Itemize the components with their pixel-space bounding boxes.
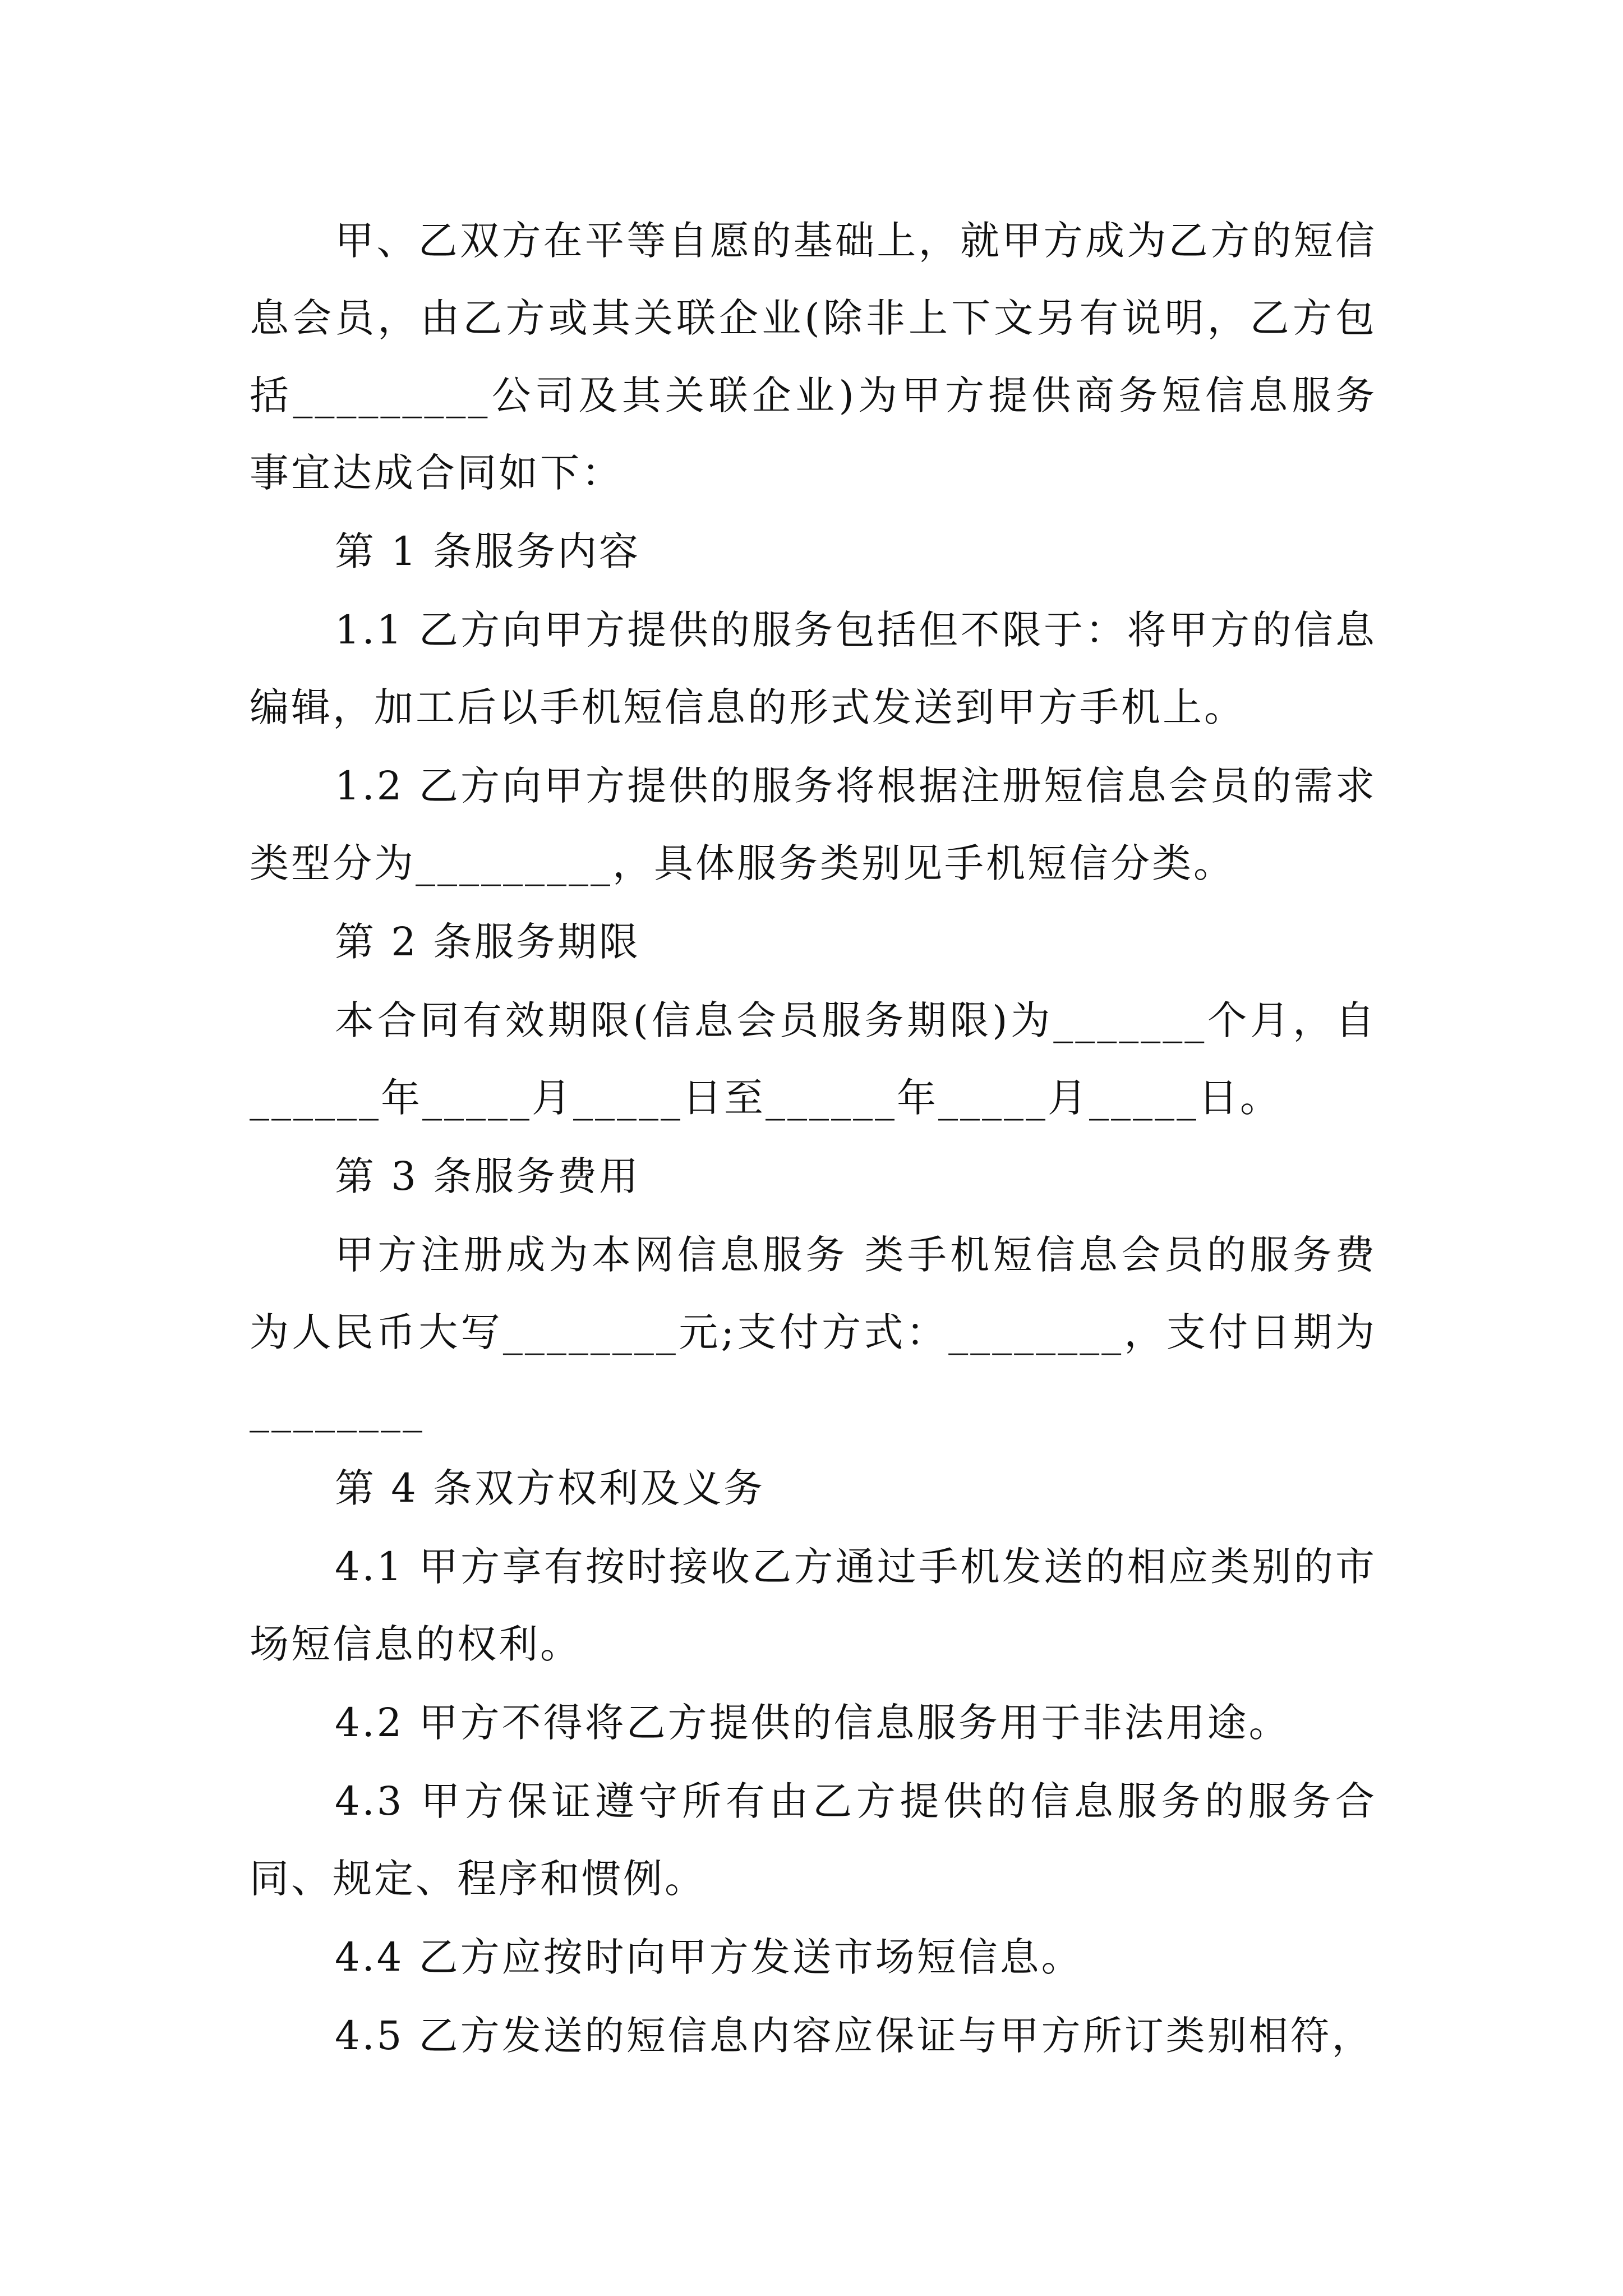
article-1-heading: 第 1 条服务内容 [335, 528, 641, 574]
article-3-heading: 第 3 条服务费用 [335, 1153, 641, 1199]
clause-4-3: 4.3 甲方保证遵守所有由乙方提供的信息服务的服务合同、规定、程序和惯例。 [250, 1778, 1377, 1902]
service-term-paragraph: 本合同有效期限(信息会员服务期限)为_______个月，自______年_____月_____日至______年_____月_____日。 [250, 997, 1377, 1121]
clause-4-5: 4.5 乙方发送的短信息内容应保证与甲方所订类别相符， [335, 2013, 1373, 2059]
article-2-heading: 第 2 条服务期限 [335, 919, 641, 965]
article-4-heading: 第 4 条双方权利及义务 [335, 1465, 766, 1511]
service-fee-paragraph: 甲方注册成为本网信息服务 类手机短信息会员的服务费为人民币大写________元;支付方式：________，支付日期为________ [250, 1232, 1377, 1433]
paragraph-preamble: 甲、乙双方在平等自愿的基础上，就甲方成为乙方的短信息会员，由乙方或其关联企业(除非上下文另有说明，乙方包括_________公司及其关联企业)为甲方提供商务短信息服务事宜达成合同如下： [250, 218, 1377, 496]
clause-1-1: 1.1 乙方向甲方提供的服务包括但不限于：将甲方的信息编辑，加工后以手机短信息的形式发送到甲方手机上。 [250, 607, 1377, 730]
clause-4-1: 4.1 甲方享有按时接收乙方通过手机发送的相应类别的市场短信息的权利。 [250, 1544, 1377, 1667]
document-body [250, 202, 1377, 2076]
clause-1-2: 1.2 乙方向甲方提供的服务将根据注册短信息会员的需求类型分为_________，具体服务类别见手机短信分类。 [250, 763, 1377, 886]
clause-4-4: 4.4 乙方应按时向甲方发送市场短信息。 [335, 1934, 1083, 1980]
clause-4-2: 4.2 甲方不得将乙方提供的信息服务用于非法用途。 [335, 1700, 1290, 1746]
